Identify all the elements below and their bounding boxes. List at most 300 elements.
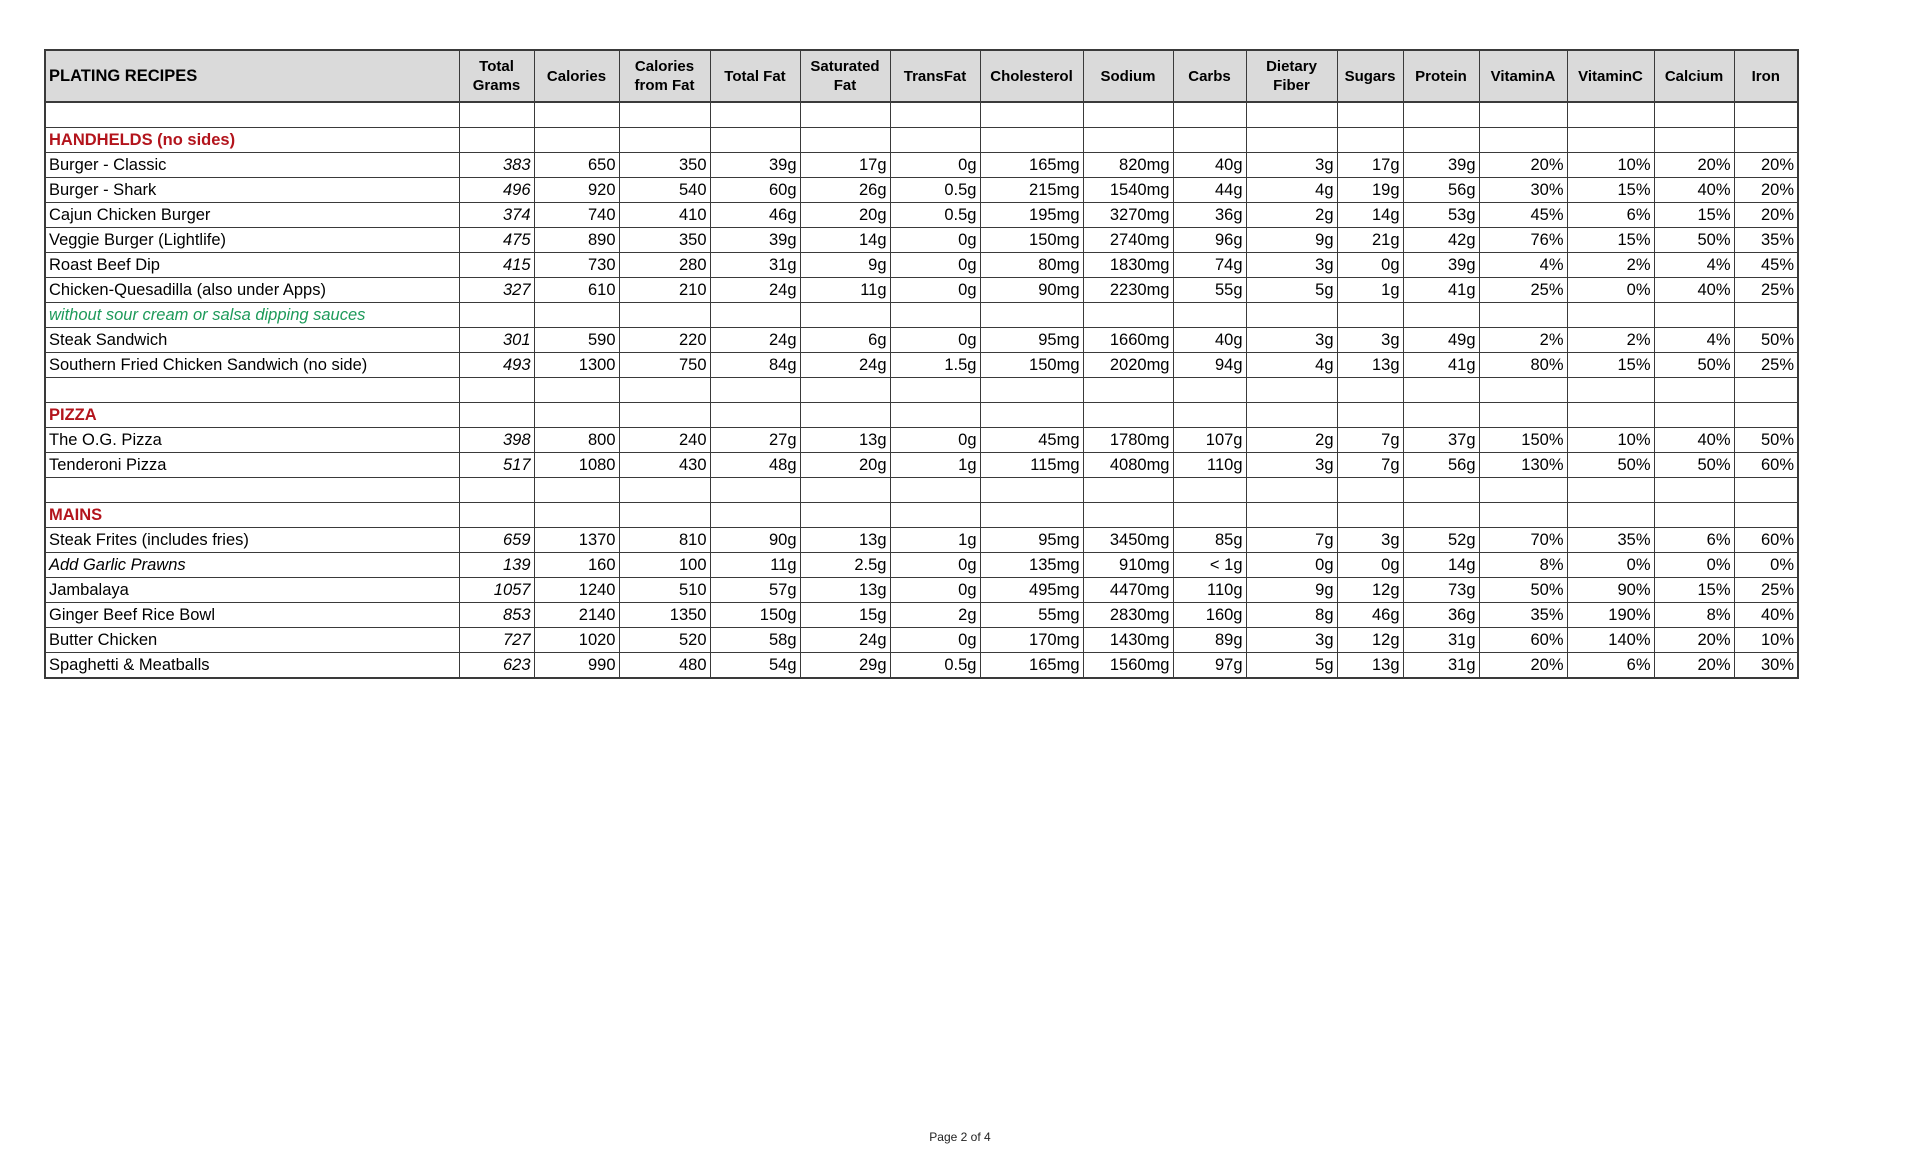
nutrient-value: 610 [534,278,619,303]
nutrient-value: 2% [1567,328,1654,353]
column-header: Calories [534,50,619,102]
nutrient-value: 110g [1173,453,1246,478]
empty-cell [980,378,1083,403]
nutrient-value: 165mg [980,153,1083,178]
section-header-row [45,128,1798,153]
empty-cell [1654,102,1734,128]
nutrient-value: 623 [459,653,534,679]
nutrient-value: 36g [1173,203,1246,228]
nutrient-value: 3g [1337,328,1403,353]
empty-cell [800,102,890,128]
empty-cell [1173,303,1246,328]
nutrient-value: 4470mg [1083,578,1173,603]
nutrient-value: 20% [1479,653,1567,679]
empty-cell [1403,503,1479,528]
nutrient-value: 107g [1173,428,1246,453]
empty-cell [1173,128,1246,153]
nutrient-value: 383 [459,153,534,178]
nutrient-value: 301 [459,328,534,353]
nutrient-value: 0g [890,278,980,303]
nutrient-value: 990 [534,653,619,679]
nutrient-value: 74g [1173,253,1246,278]
nutrient-value: 659 [459,528,534,553]
item-name: Veggie Burger (Lightlife) [45,228,459,253]
nutrient-value: 150mg [980,228,1083,253]
nutrient-value: 45% [1734,253,1798,278]
nutrient-value: 800 [534,428,619,453]
empty-cell [980,478,1083,503]
nutrient-value: 90% [1567,578,1654,603]
nutrient-value: 1020 [534,628,619,653]
nutrient-value: 0g [890,428,980,453]
nutrient-value: 1.5g [890,353,980,378]
empty-cell [710,403,800,428]
empty-cell [619,503,710,528]
nutrient-value: 39g [1403,253,1479,278]
nutrient-value: 40% [1654,278,1734,303]
nutrient-value: 20% [1734,203,1798,228]
table-row [45,628,1798,653]
nutrient-value: 40g [1173,328,1246,353]
nutrient-value: 14g [800,228,890,253]
nutrient-value: 3g [1246,453,1337,478]
empty-cell [459,378,534,403]
nutrient-value: 20% [1654,653,1734,679]
nutrient-value: 1830mg [1083,253,1173,278]
nutrient-value: 12g [1337,578,1403,603]
nutrient-value: 95mg [980,528,1083,553]
note-row [45,303,1798,328]
nutrient-value: 810 [619,528,710,553]
nutrient-value: 6% [1567,203,1654,228]
nutrient-value: 4% [1654,253,1734,278]
nutrient-value: 590 [534,328,619,353]
nutrient-value: 135mg [980,553,1083,578]
nutrient-value: 1780mg [1083,428,1173,453]
empty-cell [619,303,710,328]
empty-cell [1403,403,1479,428]
column-header: VitaminC [1567,50,1654,102]
nutrient-value: 40g [1173,153,1246,178]
nutrient-value: 96g [1173,228,1246,253]
empty-cell [45,478,459,503]
column-header: Sugars [1337,50,1403,102]
empty-cell [1403,478,1479,503]
nutrient-value: 25% [1734,278,1798,303]
nutrient-value: 0g [890,153,980,178]
nutrient-value: 9g [800,253,890,278]
item-name: Add Garlic Prawns [45,553,459,578]
item-name: Southern Fried Chicken Sandwich (no side) [45,353,459,378]
nutrient-value: 36g [1403,603,1479,628]
nutrient-value: 42g [1403,228,1479,253]
nutrient-value: 374 [459,203,534,228]
nutrient-value: 6% [1567,653,1654,679]
nutrient-value: 50% [1734,428,1798,453]
nutrient-value: 890 [534,228,619,253]
nutrient-value: 1240 [534,578,619,603]
nutrient-value: 2% [1479,328,1567,353]
empty-cell [1337,403,1403,428]
empty-cell [1403,102,1479,128]
table-row [45,653,1798,679]
nutrient-value: 2% [1567,253,1654,278]
nutrient-value: 6% [1654,528,1734,553]
item-name: The O.G. Pizza [45,428,459,453]
nutrient-value: 1300 [534,353,619,378]
item-name: Spaghetti & Meatballs [45,653,459,679]
empty-cell [534,102,619,128]
column-header: VitaminA [1479,50,1567,102]
blank-row [45,478,1798,503]
nutrient-value: 40% [1734,603,1798,628]
empty-cell [1734,378,1798,403]
nutrient-value: 20% [1654,153,1734,178]
column-header: Sodium [1083,50,1173,102]
nutrient-value: 2830mg [1083,603,1173,628]
empty-cell [459,403,534,428]
table-row [45,178,1798,203]
nutrient-value: 13g [800,528,890,553]
blank-row [45,378,1798,403]
empty-cell [710,503,800,528]
nutrient-value: 49g [1403,328,1479,353]
nutrient-value: 19g [1337,178,1403,203]
nutrient-value: 13g [1337,353,1403,378]
empty-cell [1654,128,1734,153]
nutrient-value: 920 [534,178,619,203]
nutrient-value: 0g [890,253,980,278]
nutrient-value: 650 [534,153,619,178]
column-header: Calcium [1654,50,1734,102]
table-row [45,603,1798,628]
nutrient-value: 10% [1567,428,1654,453]
nutrient-value: 0% [1567,553,1654,578]
nutrient-value: 60% [1734,528,1798,553]
nutrient-value: 0% [1654,553,1734,578]
nutrient-value: 73g [1403,578,1479,603]
nutrient-value: 160 [534,553,619,578]
nutrient-value: 29g [800,653,890,679]
nutrient-value: 80mg [980,253,1083,278]
empty-cell [1479,403,1567,428]
empty-cell [1083,102,1173,128]
nutrient-value: 35% [1567,528,1654,553]
nutrient-value: 13g [800,578,890,603]
nutrient-value: 5g [1246,653,1337,679]
nutrient-value: 1660mg [1083,328,1173,353]
nutrient-value: 31g [1403,653,1479,679]
empty-cell [800,128,890,153]
nutrient-value: 53g [1403,203,1479,228]
section-title: MAINS [45,503,459,528]
item-name: Burger - Shark [45,178,459,203]
empty-cell [619,102,710,128]
nutrient-value: 20% [1654,628,1734,653]
nutrient-value: 2g [1246,428,1337,453]
empty-cell [890,102,980,128]
nutrient-value: 327 [459,278,534,303]
nutrient-value: 20% [1734,178,1798,203]
nutrient-value: 0g [890,553,980,578]
nutrient-value: 100 [619,553,710,578]
nutrient-value: < 1g [1173,553,1246,578]
nutrient-value: 56g [1403,178,1479,203]
empty-cell [1567,378,1654,403]
page-number: Page 2 of 4 [929,1130,991,1144]
nutrient-value: 1350 [619,603,710,628]
nutrient-value: 2740mg [1083,228,1173,253]
empty-cell [1173,403,1246,428]
empty-cell [800,403,890,428]
column-header: PLATING RECIPES [45,50,459,102]
nutrient-value: 89g [1173,628,1246,653]
nutrient-value: 220 [619,328,710,353]
item-name: Steak Frites (includes fries) [45,528,459,553]
column-header: TransFat [890,50,980,102]
empty-cell [980,102,1083,128]
empty-cell [459,102,534,128]
nutrient-value: 15% [1567,353,1654,378]
nutrient-value: 7g [1337,453,1403,478]
empty-cell [1173,478,1246,503]
nutrient-value: 41g [1403,278,1479,303]
nutrient-value: 4% [1654,328,1734,353]
nutrient-value: 195mg [980,203,1083,228]
nutrient-value: 1057 [459,578,534,603]
nutrient-value: 15% [1567,228,1654,253]
empty-cell [890,128,980,153]
empty-cell [710,378,800,403]
table-row [45,453,1798,478]
nutrient-value: 7g [1246,528,1337,553]
section-header-row [45,503,1798,528]
nutrient-value: 1080 [534,453,619,478]
empty-cell [980,403,1083,428]
nutrient-value: 58g [710,628,800,653]
nutrient-value: 45mg [980,428,1083,453]
empty-cell [1654,403,1734,428]
column-header: Calories from Fat [619,50,710,102]
empty-cell [619,478,710,503]
nutrient-value: 56g [1403,453,1479,478]
nutrient-value: 20g [800,203,890,228]
empty-cell [1083,478,1173,503]
empty-cell [619,128,710,153]
note-text: without sour cream or salsa dipping sauces [45,303,459,328]
nutrient-value: 350 [619,153,710,178]
column-header: Total Fat [710,50,800,102]
table-row [45,578,1798,603]
nutrient-value: 35% [1734,228,1798,253]
empty-cell [1567,128,1654,153]
empty-cell [619,378,710,403]
nutrient-value: 40% [1654,428,1734,453]
nutrient-value: 4080mg [1083,453,1173,478]
nutrient-value: 54g [710,653,800,679]
nutrient-value: 37g [1403,428,1479,453]
empty-cell [534,478,619,503]
nutrient-value: 50% [1479,578,1567,603]
nutrient-value: 15g [800,603,890,628]
empty-cell [710,128,800,153]
empty-cell [710,478,800,503]
nutrient-value: 95mg [980,328,1083,353]
table-row [45,428,1798,453]
nutrient-value: 39g [1403,153,1479,178]
nutrient-value: 12g [1337,628,1403,653]
empty-cell [800,303,890,328]
empty-cell [890,403,980,428]
empty-cell [800,478,890,503]
nutrient-value: 1370 [534,528,619,553]
nutrient-value: 11g [800,278,890,303]
nutrient-value: 398 [459,428,534,453]
nutrient-value: 20% [1734,153,1798,178]
nutrient-value: 3g [1246,253,1337,278]
empty-cell [1083,128,1173,153]
nutrient-value: 45% [1479,203,1567,228]
nutrient-value: 510 [619,578,710,603]
nutrient-value: 80% [1479,353,1567,378]
nutrient-value: 2g [890,603,980,628]
nutrient-value: 3450mg [1083,528,1173,553]
empty-cell [800,503,890,528]
table-row [45,253,1798,278]
nutrient-value: 190% [1567,603,1654,628]
nutrient-value: 740 [534,203,619,228]
empty-cell [1083,303,1173,328]
empty-cell [1337,303,1403,328]
empty-cell [459,503,534,528]
nutrient-value: 493 [459,353,534,378]
item-name: Ginger Beef Rice Bowl [45,603,459,628]
nutrient-value: 30% [1479,178,1567,203]
nutrient-value: 110g [1173,578,1246,603]
empty-cell [459,128,534,153]
nutrient-value: 31g [1403,628,1479,653]
column-header: Dietary Fiber [1246,50,1337,102]
empty-cell [1479,128,1567,153]
empty-cell [1246,128,1337,153]
nutrient-value: 240 [619,428,710,453]
empty-cell [1567,503,1654,528]
nutrient-value: 24g [710,328,800,353]
empty-cell [710,102,800,128]
nutrient-value: 57g [710,578,800,603]
nutrient-value: 1g [890,453,980,478]
column-header: Saturated Fat [800,50,890,102]
nutrient-value: 730 [534,253,619,278]
table-row [45,353,1798,378]
nutrient-value: 430 [619,453,710,478]
item-name: Butter Chicken [45,628,459,653]
empty-cell [1734,503,1798,528]
nutrient-value: 84g [710,353,800,378]
nutrient-value: 540 [619,178,710,203]
nutrient-value: 10% [1567,153,1654,178]
empty-cell [1654,503,1734,528]
nutrient-value: 910mg [1083,553,1173,578]
empty-cell [619,403,710,428]
nutrient-value: 750 [619,353,710,378]
empty-cell [459,303,534,328]
header-row [45,50,1798,102]
nutrient-value: 3g [1246,628,1337,653]
table-row [45,278,1798,303]
nutrient-value: 160g [1173,603,1246,628]
empty-cell [1567,403,1654,428]
nutrient-value: 55mg [980,603,1083,628]
empty-cell [1479,478,1567,503]
nutrient-value: 139 [459,553,534,578]
empty-cell [1479,303,1567,328]
empty-cell [534,403,619,428]
nutrient-value: 25% [1734,578,1798,603]
nutrient-value: 350 [619,228,710,253]
nutrient-value: 85g [1173,528,1246,553]
nutrient-value: 2.5g [800,553,890,578]
item-name: Steak Sandwich [45,328,459,353]
nutrient-value: 24g [800,628,890,653]
nutrient-value: 50% [1654,228,1734,253]
nutrient-value: 25% [1734,353,1798,378]
empty-cell [1479,378,1567,403]
nutrient-value: 24g [800,353,890,378]
nutrient-value: 0% [1734,553,1798,578]
nutrient-value: 24g [710,278,800,303]
nutrient-value: 20% [1479,153,1567,178]
nutrient-value: 0g [890,628,980,653]
nutrient-value: 21g [1337,228,1403,253]
empty-cell [1337,503,1403,528]
nutrient-value: 2140 [534,603,619,628]
empty-cell [1479,102,1567,128]
nutrient-value: 0g [890,328,980,353]
nutrient-value: 280 [619,253,710,278]
nutrient-value: 1540mg [1083,178,1173,203]
nutrient-value: 140% [1567,628,1654,653]
empty-cell [890,378,980,403]
empty-cell [1246,503,1337,528]
empty-cell [1567,303,1654,328]
nutrient-value: 48g [710,453,800,478]
nutrient-value: 4% [1479,253,1567,278]
nutrient-value: 150g [710,603,800,628]
empty-cell [1337,128,1403,153]
blank-row [45,102,1798,128]
nutrient-value: 517 [459,453,534,478]
nutrient-value: 14g [1403,553,1479,578]
nutrient-value: 90mg [980,278,1083,303]
table-row [45,203,1798,228]
nutrient-value: 170mg [980,628,1083,653]
empty-cell [1403,378,1479,403]
nutrient-value: 97g [1173,653,1246,679]
nutrient-value: 727 [459,628,534,653]
nutrient-value: 480 [619,653,710,679]
empty-cell [1567,478,1654,503]
nutrient-value: 40% [1654,178,1734,203]
nutrient-value: 8% [1654,603,1734,628]
empty-cell [1173,378,1246,403]
nutrient-value: 150% [1479,428,1567,453]
column-header: Iron [1734,50,1798,102]
empty-cell [1083,403,1173,428]
nutrient-value: 150mg [980,353,1083,378]
nutrient-value: 0g [1337,553,1403,578]
empty-cell [459,478,534,503]
